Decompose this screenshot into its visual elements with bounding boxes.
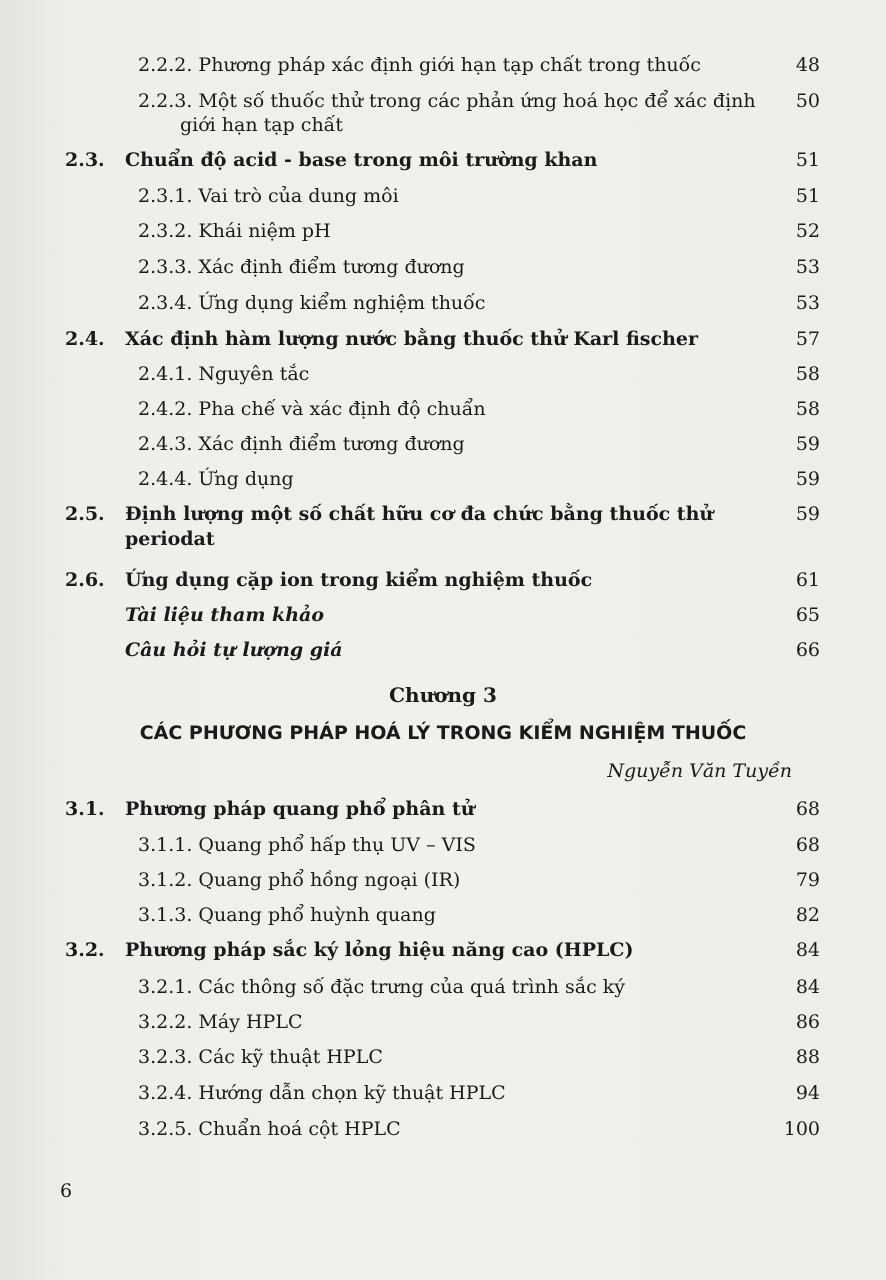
toc-entry-text: 2.2.2. Phương pháp xác định giới hạn tạp chất trong thuốc: [138, 54, 701, 76]
toc-entry-page: 52: [795, 220, 820, 242]
toc-entry-page: 68: [795, 798, 820, 820]
toc-entry-3-1-3: [0, 898, 886, 932]
toc-entry-text: 3.2.3. Các kỹ thuật HPLC: [138, 1046, 383, 1068]
toc-entry-2-3-2: [0, 214, 886, 248]
toc-entry-page: 58: [795, 363, 820, 385]
toc-entry-page: 66: [795, 639, 820, 661]
toc-section-number: 2.4.: [65, 328, 105, 350]
toc-section-3-2: [0, 933, 886, 967]
toc-section-number: 3.1.: [65, 798, 105, 820]
toc-section-2-4: [0, 322, 886, 356]
toc-entry-text: 3.1.2. Quang phổ hồng ngoại (IR): [138, 869, 461, 891]
toc-entry-page: 58: [795, 398, 820, 420]
chapter-author: Nguyễn Văn Tuyền: [607, 760, 792, 782]
toc-entry-page: 53: [795, 292, 820, 314]
toc-section-title: Phương pháp sắc ký lỏng hiệu năng cao (HPLC): [125, 939, 634, 961]
toc-entry-3-2-4: [0, 1076, 886, 1110]
toc-entry-text: 2.4.2. Pha chế và xác định độ chuẩn: [138, 398, 486, 420]
toc-entry-2-2-3: [0, 84, 886, 118]
toc-entry-page: 51: [795, 185, 820, 207]
toc-section-title: Xác định hàm lượng nước bằng thuốc thử Karl fischer: [125, 328, 698, 350]
toc-entry-text: 3.1.3. Quang phổ huỳnh quang: [138, 904, 436, 926]
toc-entry-text: 3.2.5. Chuẩn hoá cột HPLC: [138, 1118, 401, 1140]
toc-entry-2-3-4: [0, 286, 886, 320]
toc-entry-2-4-3: [0, 427, 886, 461]
toc-entry-text: 2.3.4. Ứng dụng kiểm nghiệm thuốc: [138, 292, 486, 314]
toc-section-2-3: [0, 143, 886, 177]
toc-entry-page: 88: [795, 1046, 820, 1068]
toc-entry-3-2-2: [0, 1005, 886, 1039]
toc-entry-text: 2.2.3. Một số thuốc thử trong các phản ứng hoá học để xác định: [138, 90, 756, 112]
toc-entry-page: 86: [795, 1011, 820, 1033]
toc-entry-text: 3.2.2. Máy HPLC: [138, 1011, 303, 1033]
toc-entry-text: 2.3.2. Khái niệm pH: [138, 220, 331, 242]
toc-entry-text: 2.4.3. Xác định điểm tương đương: [138, 433, 465, 455]
toc-entry-3-1-1: [0, 828, 886, 862]
toc-entry-page: 68: [795, 834, 820, 856]
page-number: 6: [60, 1180, 73, 1202]
toc-entry-page: 82: [795, 904, 820, 926]
toc-section-number: 2.3.: [65, 149, 105, 171]
toc-section-3-1: [0, 792, 886, 826]
toc-entry-text: 2.3.1. Vai trò của dung môi: [138, 185, 399, 207]
toc-entry-page: 50: [795, 90, 820, 112]
toc-entry-2-2-2: [0, 48, 886, 82]
toc-section-title: Định lượng một số chất hữu cơ đa chức bằng thuốc thử: [125, 503, 714, 525]
toc-entry-page: 84: [795, 976, 820, 998]
toc-entry-2-3-1: [0, 179, 886, 213]
toc-entry-text: 2.4.4. Ứng dụng: [138, 468, 294, 490]
toc-entry-page: 53: [795, 256, 820, 278]
toc-entry-continuation: giới hạn tạp chất: [180, 114, 343, 136]
toc-entry-2-3-3: [0, 250, 886, 284]
toc-section-number: 2.6.: [65, 569, 105, 591]
toc-entry-text: 3.2.4. Hướng dẫn chọn kỹ thuật HPLC: [138, 1082, 506, 1104]
toc-entry-page: 59: [795, 433, 820, 455]
toc-entry-continuation: periodat: [125, 528, 215, 550]
toc-entry-3-2-1: [0, 970, 886, 1004]
toc-entry-page: 65: [795, 604, 820, 626]
toc-entry-2-4-2: [0, 392, 886, 426]
toc-entry-text: 3.1.1. Quang phổ hấp thụ UV – VIS: [138, 834, 476, 856]
toc-section-number: 3.2.: [65, 939, 105, 961]
toc-entry-page: 94: [795, 1082, 820, 1104]
toc-self-assessment: [0, 633, 886, 667]
toc-entry-text: Câu hỏi tự lượng giá: [125, 639, 343, 661]
toc-section-title: Chuẩn độ acid - base trong môi trường khan: [125, 149, 598, 171]
chapter-label: Chương 3: [389, 683, 497, 707]
toc-entry-text: 2.4.1. Nguyên tắc: [138, 363, 310, 385]
toc-section-title: Phương pháp quang phổ phân tử: [125, 798, 475, 820]
toc-entry-3-2-5: [0, 1112, 886, 1146]
toc-references: [0, 598, 886, 632]
toc-entry-page: 79: [795, 869, 820, 891]
toc-entry-page: 51: [795, 149, 820, 171]
toc-entry-2-4-1: [0, 357, 886, 391]
toc-section-2-6: [0, 563, 886, 597]
toc-entry-3-2-3: [0, 1040, 886, 1074]
toc-entry-page: 48: [795, 54, 820, 76]
toc-entry-page: 57: [795, 328, 820, 350]
toc-entry-page: 100: [783, 1118, 820, 1140]
toc-entry-text: Tài liệu tham khảo: [125, 604, 324, 626]
toc-entry-page: 59: [795, 468, 820, 490]
toc-entry-page: 84: [795, 939, 820, 961]
toc-section-title: Ứng dụng cặp ion trong kiểm nghiệm thuốc: [125, 569, 593, 591]
toc-entry-2-4-4: [0, 462, 886, 496]
toc-section-number: 2.5.: [65, 503, 105, 525]
toc-entry-3-1-2: [0, 863, 886, 897]
toc-entry-page: 61: [795, 569, 820, 591]
toc-entry-text: 2.3.3. Xác định điểm tương đương: [138, 256, 465, 278]
chapter-title: CÁC PHƯƠNG PHÁP HOÁ LÝ TRONG KIỂM NGHIỆM THUỐC: [139, 722, 747, 744]
toc-entry-page: 59: [795, 503, 820, 525]
toc-entry-text: 3.2.1. Các thông số đặc trưng của quá trình sắc ký: [138, 976, 626, 998]
